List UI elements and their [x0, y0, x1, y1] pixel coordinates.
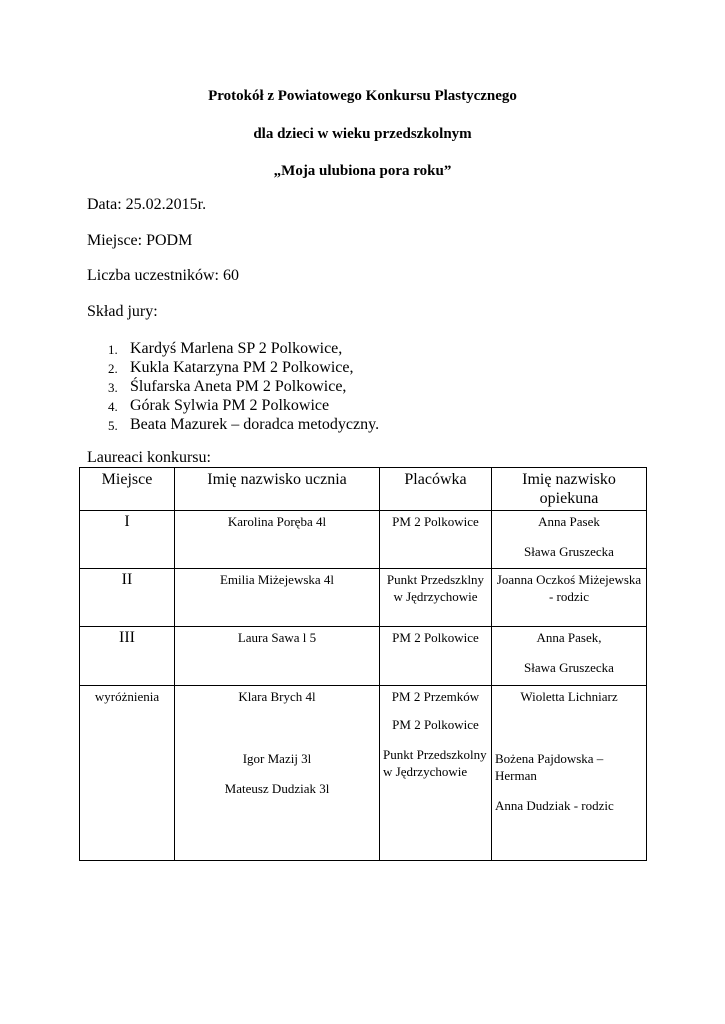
- jury-member: Kardyś Marlena SP 2 Polkowice,: [130, 340, 343, 357]
- student-name: Mateusz Dudziak 3l: [224, 781, 330, 796]
- document-title: Protokół z Powiatowego Konkursu Plastycznego: [208, 88, 517, 104]
- cell-guardian: [492, 686, 647, 861]
- school-name: PM 2 Przemków: [391, 689, 480, 704]
- jury-label: Skład jury:: [87, 303, 158, 320]
- table-row: [80, 627, 647, 686]
- jury-member: Górak Sylwia PM 2 Polkowice: [130, 397, 330, 414]
- jury-member: Kukla Katarzyna PM 2 Polkowice,: [130, 359, 354, 376]
- cell-place: III: [80, 627, 175, 686]
- date-line: Data: 25.02.2015r.: [87, 196, 207, 213]
- school-name: PM 2 Polkowice: [392, 717, 479, 732]
- laureates-label: Laureaci konkursu:: [87, 449, 211, 466]
- list-number: 3.: [108, 380, 118, 395]
- list-number: 1.: [108, 342, 118, 357]
- cell-school: Punkt Przedszklny w Jędrzychowie: [380, 569, 492, 627]
- list-item: [108, 415, 379, 434]
- place-line: Miejsce: PODM: [87, 232, 193, 249]
- cell-place: wyróżnienia: [80, 686, 175, 861]
- jury-member: Ślufarska Aneta PM 2 Polkowice,: [130, 378, 347, 395]
- cell-student: Karolina Poręba 4l: [175, 511, 380, 569]
- guardian-name: Anna Pasek: [538, 514, 600, 529]
- list-number: 2.: [108, 361, 118, 376]
- document-subtitle: dla dzieci w wieku przedszkolnym: [253, 126, 472, 142]
- table-header-row: [80, 468, 647, 511]
- jury-list: [108, 339, 379, 434]
- header-school: Placówka: [380, 468, 492, 511]
- cell-student: Laura Sawa l 5: [175, 627, 380, 686]
- list-item: [108, 358, 379, 377]
- list-number: 4.: [108, 399, 118, 414]
- table-row: [80, 569, 647, 627]
- cell-student: Emilia Miżejewska 4l: [175, 569, 380, 627]
- guardian-name: Sława Gruszecka: [524, 544, 614, 559]
- cell-guardian: [492, 627, 647, 686]
- list-item: [108, 377, 379, 396]
- contest-name: „Moja ulubiona pora roku”: [273, 163, 452, 179]
- student-name: Igor Mazij 3l: [242, 751, 312, 766]
- header-student: Imię nazwisko ucznia: [175, 468, 380, 511]
- table-row: [80, 511, 647, 569]
- guardian-name: Wioletta Lichniarz: [520, 689, 618, 704]
- table-row: [80, 686, 647, 861]
- participants-line: Liczba uczestników: 60: [87, 267, 239, 284]
- cell-school: PM 2 Polkowice: [380, 627, 492, 686]
- guardian-name: Bożena Pajdowska – Herman: [495, 751, 604, 783]
- cell-guardian: [492, 511, 647, 569]
- header-guardian: Imię nazwisko opiekuna: [492, 468, 647, 511]
- cell-student: [175, 686, 380, 861]
- cell-school: PM 2 Polkowice: [380, 511, 492, 569]
- guardian-name: Anna Dudziak - rodzic: [495, 798, 614, 813]
- guardian-name: Anna Pasek,: [536, 630, 602, 645]
- student-name: Klara Brych 4l: [238, 689, 316, 704]
- header-place: Miejsce: [80, 468, 175, 511]
- results-table: [79, 467, 647, 861]
- list-item: [108, 396, 379, 415]
- jury-member: Beata Mazurek – doradca metodyczny.: [130, 416, 380, 433]
- cell-place: II: [80, 569, 175, 627]
- cell-guardian: Joanna Oczkoś Miżejewska - rodzic: [492, 569, 647, 627]
- cell-school: [380, 686, 492, 861]
- guardian-name: Sława Gruszecka: [524, 660, 614, 675]
- list-item: [108, 339, 379, 358]
- cell-place: I: [80, 511, 175, 569]
- list-number: 5.: [108, 418, 118, 433]
- school-name: Punkt Przedszkolny w Jędrzychowie: [383, 747, 487, 779]
